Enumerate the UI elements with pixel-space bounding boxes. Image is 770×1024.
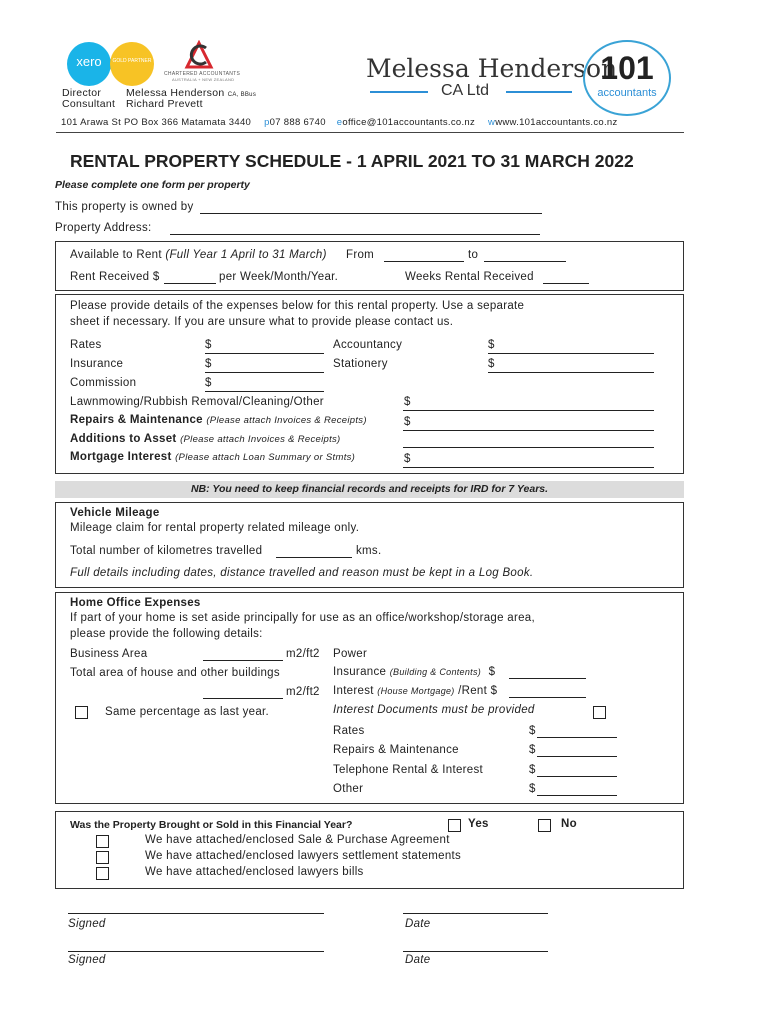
nb-banner-text: NB: You need to keep financial records and receipts for IRD for 7 Years.	[190, 483, 549, 495]
ho-telephone-dollar: $	[529, 764, 536, 776]
firm-suffix: CA Ltd	[441, 82, 490, 99]
ho-interest-label	[333, 685, 497, 697]
signature-line-2[interactable]	[68, 951, 324, 952]
ho-insurance-field[interactable]	[509, 678, 586, 679]
interest-docs-checkbox[interactable]	[593, 706, 606, 719]
ho-rates-dollar: $	[529, 725, 536, 737]
website: www.101accountants.co.nz	[495, 117, 618, 128]
rates-label: Rates	[70, 339, 102, 351]
property-address-label: Property Address:	[55, 222, 152, 234]
ho-insurance-dollar: $	[488, 666, 496, 678]
mortgage-note: (Please attach Loan Summary or Stmts)	[175, 452, 356, 463]
email-prefix: e	[336, 117, 343, 128]
settlement-checkbox[interactable]	[96, 851, 109, 864]
signed-label-1: Signed	[68, 918, 106, 930]
same-percentage-checkbox[interactable]	[75, 706, 88, 719]
ho-rates-field[interactable]	[537, 737, 617, 738]
property-sale-question: Was the Property Brought or Sold in this Financial Year?	[70, 819, 353, 831]
xero-logo	[67, 42, 111, 86]
firm-name: Melessa Henderson	[366, 54, 618, 83]
rent-received-label: Rent Received $	[70, 271, 160, 283]
web-prefix: w	[488, 117, 496, 128]
lawyers-bills-checkbox[interactable]	[96, 867, 109, 880]
ho-insurance-text: Insurance	[333, 666, 387, 678]
interest-docs-label: Interest Documents must be provided	[333, 704, 535, 716]
lawnmowing-field[interactable]	[403, 410, 654, 411]
additions-note: (Please attach Invoices & Receipts)	[180, 434, 341, 445]
home-office-intro1: If part of your home is set aside principally for use as an office/workshop/storage area,	[70, 612, 535, 624]
sale-agreement-checkbox[interactable]	[96, 835, 109, 848]
ho-insurance-label	[333, 666, 495, 678]
weeks-rental-field[interactable]	[543, 283, 589, 284]
ho-other-dollar: $	[529, 783, 536, 795]
stationery-field[interactable]	[488, 372, 654, 373]
commission-field[interactable]	[205, 391, 324, 392]
expenses-intro-line2: sheet if necessary. If you are unsure what to provide please contact us.	[70, 316, 454, 328]
gold-partner-text: GOLD PARTNER	[112, 58, 152, 64]
mortgage-field[interactable]	[403, 467, 654, 468]
no-label: No	[561, 818, 577, 830]
ho-telephone-label: Telephone Rental & Interest	[333, 764, 484, 776]
ca-logo-icon	[184, 40, 214, 70]
firm-rule-left	[370, 91, 428, 93]
available-to-rent-label	[70, 249, 327, 261]
available-label: Available to Rent	[70, 249, 162, 261]
stationery-dollar: $	[488, 358, 495, 370]
total-area-unit: m2/ft2	[286, 686, 320, 698]
mortgage-label	[70, 451, 355, 463]
ho-other-label: Other	[333, 783, 364, 795]
home-office-intro2: please provide the following details:	[70, 628, 263, 640]
director-name-text: Melessa Henderson	[126, 87, 225, 99]
consultant-name: Richard Prevett	[126, 98, 203, 110]
settlement-label: We have attached/enclosed lawyers settlement statements	[145, 850, 462, 862]
ho-repairs-dollar: $	[529, 744, 536, 756]
total-area-field[interactable]	[203, 698, 283, 699]
rent-period-label: per Week/Month/Year.	[219, 271, 339, 283]
expenses-intro-line1: Please provide details of the expenses below for this rental property. Use a separate	[70, 300, 525, 312]
business-area-field[interactable]	[203, 660, 283, 661]
xero-logo-text: xero	[76, 54, 102, 69]
additions-text: Additions to Asset	[70, 433, 177, 445]
available-note: (Full Year 1 April to 31 March)	[165, 249, 327, 261]
date-line-2[interactable]	[403, 951, 548, 952]
rates-dollar: $	[205, 339, 212, 351]
gold-partner-badge	[110, 42, 154, 86]
repairs-field[interactable]	[403, 430, 654, 431]
same-percentage-label: Same percentage as last year.	[105, 706, 270, 718]
ho-insurance-note: (Building & Contents)	[389, 667, 482, 677]
firm-rule-right	[506, 91, 572, 93]
insurance-dollar: $	[205, 358, 212, 370]
commission-label: Commission	[70, 377, 137, 389]
repairs-text: Repairs & Maintenance	[70, 414, 203, 426]
ca-logo-text: CHARTERED ACCOUNTANTS	[164, 71, 241, 77]
ho-interest-note: (House Mortgage)	[377, 686, 455, 696]
consultant-label: Consultant	[62, 98, 116, 110]
commission-dollar: $	[205, 377, 212, 389]
phone-prefix: p	[264, 117, 270, 128]
mortgage-text: Mortgage Interest	[70, 451, 172, 463]
date-label-2: Date	[405, 954, 431, 966]
ho-repairs-label: Repairs & Maintenance	[333, 744, 459, 756]
office-address: 101 Arawa St PO Box 366 Matamata 3440	[61, 117, 252, 128]
instruction-text: Please complete one form per property	[55, 179, 250, 191]
signature-line-1[interactable]	[68, 913, 324, 914]
accountancy-field[interactable]	[488, 353, 654, 354]
header-divider	[56, 132, 684, 133]
business-area-unit: m2/ft2	[286, 648, 320, 660]
additions-label	[70, 433, 341, 445]
sale-agreement-label: We have attached/enclosed Sale & Purchase Agreement	[145, 834, 450, 846]
from-date-field[interactable]	[384, 261, 464, 262]
accountancy-label: Accountancy	[333, 339, 403, 351]
repairs-note: (Please attach Invoices & Receipts)	[206, 415, 367, 426]
lawnmowing-label: Lawnmowing/Rubbish Removal/Cleaning/Other	[70, 396, 324, 408]
owned-by-label: This property is owned by	[55, 201, 194, 213]
signed-label-2: Signed	[68, 954, 106, 966]
property-address-field[interactable]	[170, 234, 540, 235]
km-label: Total number of kilometres travelled	[70, 545, 263, 557]
insurance-field[interactable]	[205, 372, 324, 373]
additions-field[interactable]	[403, 447, 654, 448]
date-label-1: Date	[405, 918, 431, 930]
weeks-rental-label: Weeks Rental Received	[405, 271, 534, 283]
ho-telephone-field[interactable]	[537, 776, 617, 777]
vehicle-heading: Vehicle Mileage	[70, 507, 160, 519]
director-quals: CA, BBus	[227, 92, 257, 98]
yes-label: Yes	[468, 818, 489, 830]
yes-checkbox[interactable]	[448, 819, 461, 832]
rates-field[interactable]	[205, 353, 324, 354]
from-label: From	[346, 249, 375, 261]
ho-rates-label: Rates	[333, 725, 365, 737]
home-office-heading: Home Office Expenses	[70, 597, 201, 609]
ho-interest-text: Interest	[333, 685, 374, 697]
contact-line	[61, 117, 618, 128]
insurance-label: Insurance	[70, 358, 124, 370]
lawnmowing-dollar: $	[404, 396, 411, 408]
no-checkbox[interactable]	[538, 819, 551, 832]
lawyers-bills-label: We have attached/enclosed lawyers bills	[145, 866, 364, 878]
ho-interest-field[interactable]	[509, 697, 586, 698]
director-label: Director	[62, 87, 102, 99]
101-accountants-badge	[583, 40, 671, 116]
vehicle-claim-text: Mileage claim for rental property related mileage only.	[70, 522, 360, 534]
business-area-label: Business Area	[70, 648, 148, 660]
rent-received-field[interactable]	[164, 283, 216, 284]
ca-logo-subtext: AUSTRALIA + NEW ZEALAND	[172, 77, 235, 82]
badge-number: 101	[600, 50, 654, 86]
badge-word: accountants	[597, 87, 657, 99]
to-date-field[interactable]	[484, 261, 566, 262]
accountancy-dollar: $	[488, 339, 495, 351]
km-unit: kms.	[356, 545, 382, 557]
date-line-1[interactable]	[403, 913, 548, 914]
to-label: to	[468, 249, 479, 261]
ho-other-field[interactable]	[537, 795, 617, 796]
phone-number: 07 888 6740	[269, 117, 326, 128]
ho-repairs-field[interactable]	[537, 756, 617, 757]
mortgage-dollar: $	[404, 453, 411, 465]
power-label: Power	[333, 648, 368, 660]
email-address: office@101accountants.co.nz	[342, 117, 476, 128]
page-title: RENTAL PROPERTY SCHEDULE - 1 APRIL 2021 TO 31 MARCH 2022	[70, 151, 634, 171]
stationery-label: Stationery	[333, 358, 388, 370]
owned-by-field[interactable]	[200, 213, 542, 214]
total-area-label: Total area of house and other buildings	[70, 667, 280, 679]
repairs-label	[70, 414, 367, 426]
logbook-note: Full details including dates, distance travelled and reason must be kept in a Log Book.	[70, 567, 534, 579]
repairs-dollar: $	[404, 416, 411, 428]
km-field[interactable]	[276, 557, 352, 558]
ho-rent-label: /Rent $	[458, 685, 498, 697]
